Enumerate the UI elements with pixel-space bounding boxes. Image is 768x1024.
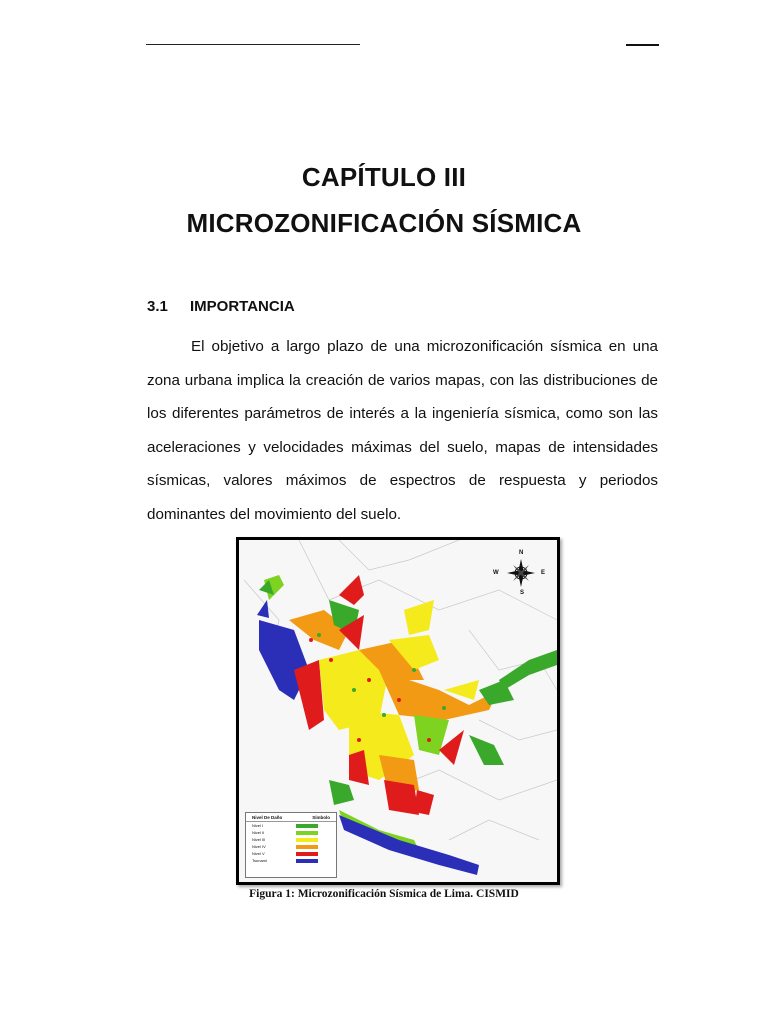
legend-row	[246, 857, 336, 864]
legend-label: Nivel I	[252, 823, 264, 828]
legend-header	[246, 813, 336, 822]
legend-swatch	[296, 838, 318, 842]
legend-swatch	[296, 824, 318, 828]
body-paragraph	[147, 330, 658, 532]
seismic-map-figure	[236, 537, 560, 885]
legend-swatch	[296, 845, 318, 849]
legend-label: Nivel II	[252, 830, 265, 835]
section-title: IMPORTANCIA	[190, 298, 295, 315]
legend-header-level: Nivel De Daño	[252, 815, 283, 820]
legend-swatch	[296, 831, 318, 835]
legend-label: Nivel V	[252, 851, 265, 856]
legend-label: Nivel III	[252, 837, 266, 842]
figure-caption: Figura 1: Microzonificación Sísmica de Lima. CISMID	[249, 888, 519, 900]
legend-label: Tsunami	[252, 858, 267, 863]
paragraph-text: El objetivo a largo plazo de una microzonificación sísmica en una zona urbana implica la creación de varios mapas, con las distribuciones de los diferentes parámetros de interés a la ingeniería sísmica, como son las aceleraciones y velocidades máximas del suelo, mapas de intensidades sísmicas, valores máximos de espectros de respuesta y periodos dominantes del movimiento del suelo.	[147, 338, 658, 523]
legend-row	[246, 836, 336, 843]
legend-label: Nivel IV	[252, 844, 266, 849]
header-rule-right	[626, 44, 659, 46]
section-number: 3.1	[147, 298, 168, 315]
legend-row	[246, 829, 336, 836]
legend-row	[246, 843, 336, 850]
header-rule-left	[146, 44, 360, 45]
compass-w: W	[493, 570, 499, 576]
compass-e: E	[541, 570, 546, 576]
legend-swatch	[296, 859, 318, 863]
compass-s: S	[520, 590, 525, 596]
legend-row	[246, 822, 336, 829]
chapter-title: MICROZONIFICACIÓN SÍSMICA	[186, 208, 582, 238]
legend-header-symbol: Símbolo	[312, 815, 330, 820]
chapter-number: CAPÍTULO III	[301, 162, 467, 192]
map-legend	[245, 812, 337, 878]
legend-row	[246, 850, 336, 857]
legend-rows	[246, 822, 336, 864]
section-heading	[147, 298, 295, 315]
legend-swatch	[296, 852, 318, 856]
compass-n: N	[519, 550, 524, 556]
